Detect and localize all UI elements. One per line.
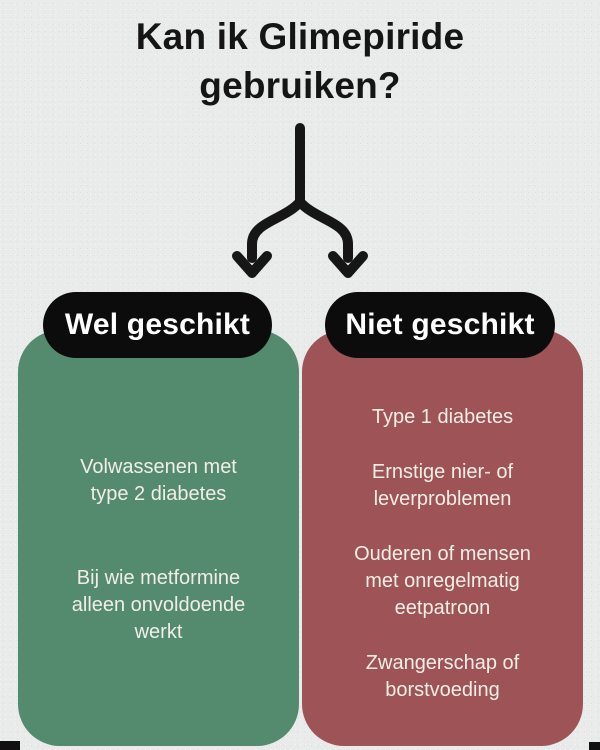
list-item-line: type 2 diabetes [90,483,227,505]
suitable-list [18,330,299,746]
list-item-line: borstvoeding [385,679,500,701]
list-item [366,650,519,704]
not-suitable-badge: Niet geschikt [325,292,555,358]
page-title [0,12,600,110]
list-item [80,454,237,508]
list-item-line: Volwassenen met [80,456,237,478]
list-item-line: met onregelmatig [365,570,520,592]
split-arrow-icon [180,110,420,285]
list-item-line: Bij wie metformine [76,567,241,589]
suitable-panel [18,308,299,746]
list-item-line: alleen onvoldoende [71,594,246,616]
list-item-line: Zwangerschap of [365,652,520,674]
page-title-line: gebruiken? [199,65,401,106]
list-item [72,565,246,646]
list-item-line: Type 1 diabetes [371,406,514,428]
list-item-line: Ernstige nier- of [371,461,514,483]
list-item-line: Ouderen of mensen [354,543,531,565]
crop-mark [589,742,600,750]
list-item-line: werkt [134,621,183,643]
suitable-badge: Wel geschikt [43,292,272,358]
list-item-line: eetpatroon [394,597,491,619]
page-title-line: Kan ik Glimepiride [135,16,465,57]
list-item [372,459,513,513]
list-item [354,541,531,622]
list-item [372,404,513,431]
not-suitable-panel [302,308,583,746]
list-item-line: leverproblemen [373,488,512,510]
crop-mark [0,741,20,750]
not-suitable-list [302,330,583,746]
